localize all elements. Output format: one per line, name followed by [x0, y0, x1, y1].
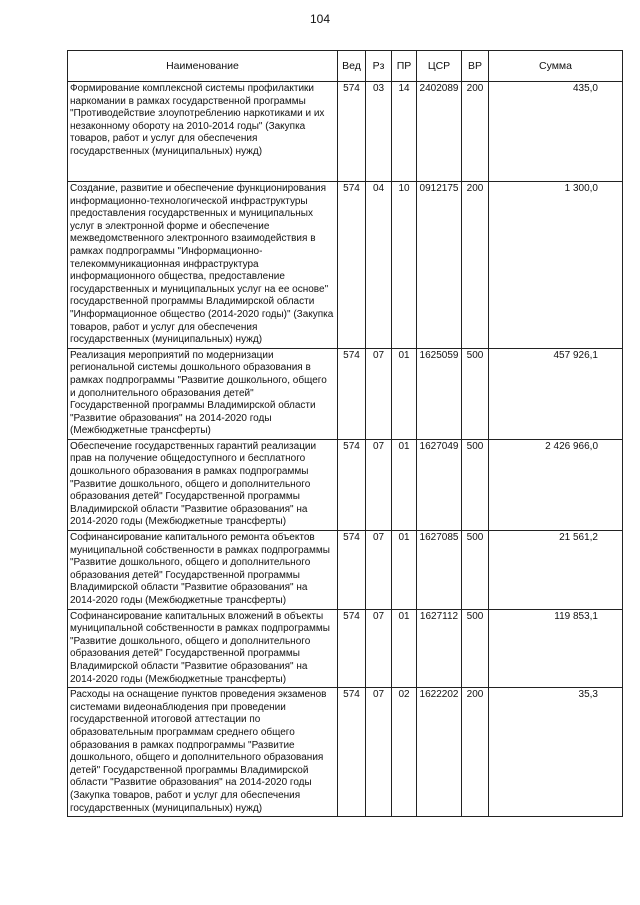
row-sum: 21 561,2 — [489, 531, 623, 610]
budget-table — [67, 50, 623, 817]
row-rz: 07 — [366, 609, 392, 688]
row-pr: 01 — [392, 609, 417, 688]
row-ved: 574 — [338, 348, 366, 439]
row-name: Расходы на оснащение пунктов проведения экзаменов системами видеонаблюдения при проведении государственной итоговой аттестации по образовательным программам среднего общего образования в рамках подпрограммы "Развитие дошкольного, общего и дополнительного образования детей" Государственной программы Владимирской области "Развитие образования" на 2014-2020 годы (Закупка товаров, работ и услуг для обеспечения государственных (муниципальных) нужд) — [68, 688, 338, 817]
row-ved: 574 — [338, 609, 366, 688]
row-csr: 1622202 — [417, 688, 462, 817]
row-name: Софинансирование капитального ремонта объектов муниципальной собственности в рамках подпрограммы "Развитие дошкольного, общего и дополнительного образования детей" Государственной программы Владимирской области "Развитие образования" на 2014-2020 годы (Межбюджетные трансферты) — [68, 531, 338, 610]
row-ved: 574 — [338, 439, 366, 530]
header-rz: Рз — [366, 51, 392, 82]
row-name: Создание, развитие и обеспечение функционирования информационно-технологической инфраструктуры предоставления государственных и муниципальных услуг в электронной форме и обеспечение межведомственного электронного взаимодействия в рамках подпрограммы "Информационно-телекоммуникационная инфраструктура информационного общества, предоставление государственных и муниципальных услуг на ее основе" государственной программы Владимирской области "Информационное общество (2014-2020 годы)" (Закупка товаров, работ и услуг для обеспечения государственных (муниципальных) нужд) — [68, 182, 338, 349]
row-rz: 07 — [366, 439, 392, 530]
row-sum: 1 300,0 — [489, 182, 623, 349]
row-vr: 200 — [462, 82, 489, 182]
row-ved: 574 — [338, 531, 366, 610]
header-name: Наименование — [68, 51, 338, 82]
table-row — [68, 348, 623, 439]
row-sum: 435,0 — [489, 82, 623, 182]
row-pr: 01 — [392, 439, 417, 530]
row-vr: 200 — [462, 182, 489, 349]
table-row — [68, 182, 623, 349]
row-vr: 500 — [462, 531, 489, 610]
table-row — [68, 688, 623, 817]
row-pr: 01 — [392, 531, 417, 610]
row-ved: 574 — [338, 82, 366, 182]
header-sum: Сумма — [489, 51, 623, 82]
row-ved: 574 — [338, 182, 366, 349]
row-csr: 2402089 — [417, 82, 462, 182]
row-csr: 0912175 — [417, 182, 462, 349]
row-sum: 119 853,1 — [489, 609, 623, 688]
row-vr: 200 — [462, 688, 489, 817]
row-vr: 500 — [462, 439, 489, 530]
table-row — [68, 82, 623, 182]
row-rz: 07 — [366, 688, 392, 817]
row-pr: 14 — [392, 82, 417, 182]
row-rz: 07 — [366, 531, 392, 610]
header-vr: ВР — [462, 51, 489, 82]
row-sum: 2 426 966,0 — [489, 439, 623, 530]
row-sum: 457 926,1 — [489, 348, 623, 439]
row-pr: 10 — [392, 182, 417, 349]
header-csr: ЦСР — [417, 51, 462, 82]
row-csr: 1627112 — [417, 609, 462, 688]
table-row — [68, 609, 623, 688]
row-sum: 35,3 — [489, 688, 623, 817]
row-rz: 04 — [366, 182, 392, 349]
row-ved: 574 — [338, 688, 366, 817]
header-ved: Вед — [338, 51, 366, 82]
row-vr: 500 — [462, 609, 489, 688]
header-pr: ПР — [392, 51, 417, 82]
row-rz: 07 — [366, 348, 392, 439]
row-csr: 1627085 — [417, 531, 462, 610]
row-name: Обеспечение государственных гарантий реализации прав на получение общедоступного и бесплатного дошкольного образования в рамках подпрограммы "Развитие дошкольного, общего и дополнительного образования детей" Государственной программы Владимирской области "Развитие образования" на 2014-2020 годы (Межбюджетные трансферты) — [68, 439, 338, 530]
table-row — [68, 531, 623, 610]
table-header-row — [68, 51, 623, 82]
page-number: 104 — [309, 12, 331, 26]
row-pr: 02 — [392, 688, 417, 817]
row-vr: 500 — [462, 348, 489, 439]
row-name: Реализация мероприятий по модернизации региональной системы дошкольного образования в рамках подпрограммы "Развитие дошкольного, общего и дополнительного образования детей" Государственной программы Владимирской области "Развитие образования" на 2014-2020 годы (Межбюджетные трансферты) — [68, 348, 338, 439]
row-name: Формирование комплексной системы профилактики наркомании в рамках государственной программы "Противодействие злоупотреблению наркотиками и их незаконному обороту на 2010-2014 годы" (Закупка товаров, работ и услуг для обеспечения государственных (муниципальных) нужд) — [68, 82, 338, 182]
row-pr: 01 — [392, 348, 417, 439]
row-rz: 03 — [366, 82, 392, 182]
row-csr: 1625059 — [417, 348, 462, 439]
row-name: Софинансирование капитальных вложений в объекты муниципальной собственности в рамках подпрограммы "Развитие дошкольного, общего и дополнительного образования детей" Государственной программы Владимирской области "Развитие образования" на 2014-2020 годы (Межбюджетные трансферты) — [68, 609, 338, 688]
table-row — [68, 439, 623, 530]
row-csr: 1627049 — [417, 439, 462, 530]
